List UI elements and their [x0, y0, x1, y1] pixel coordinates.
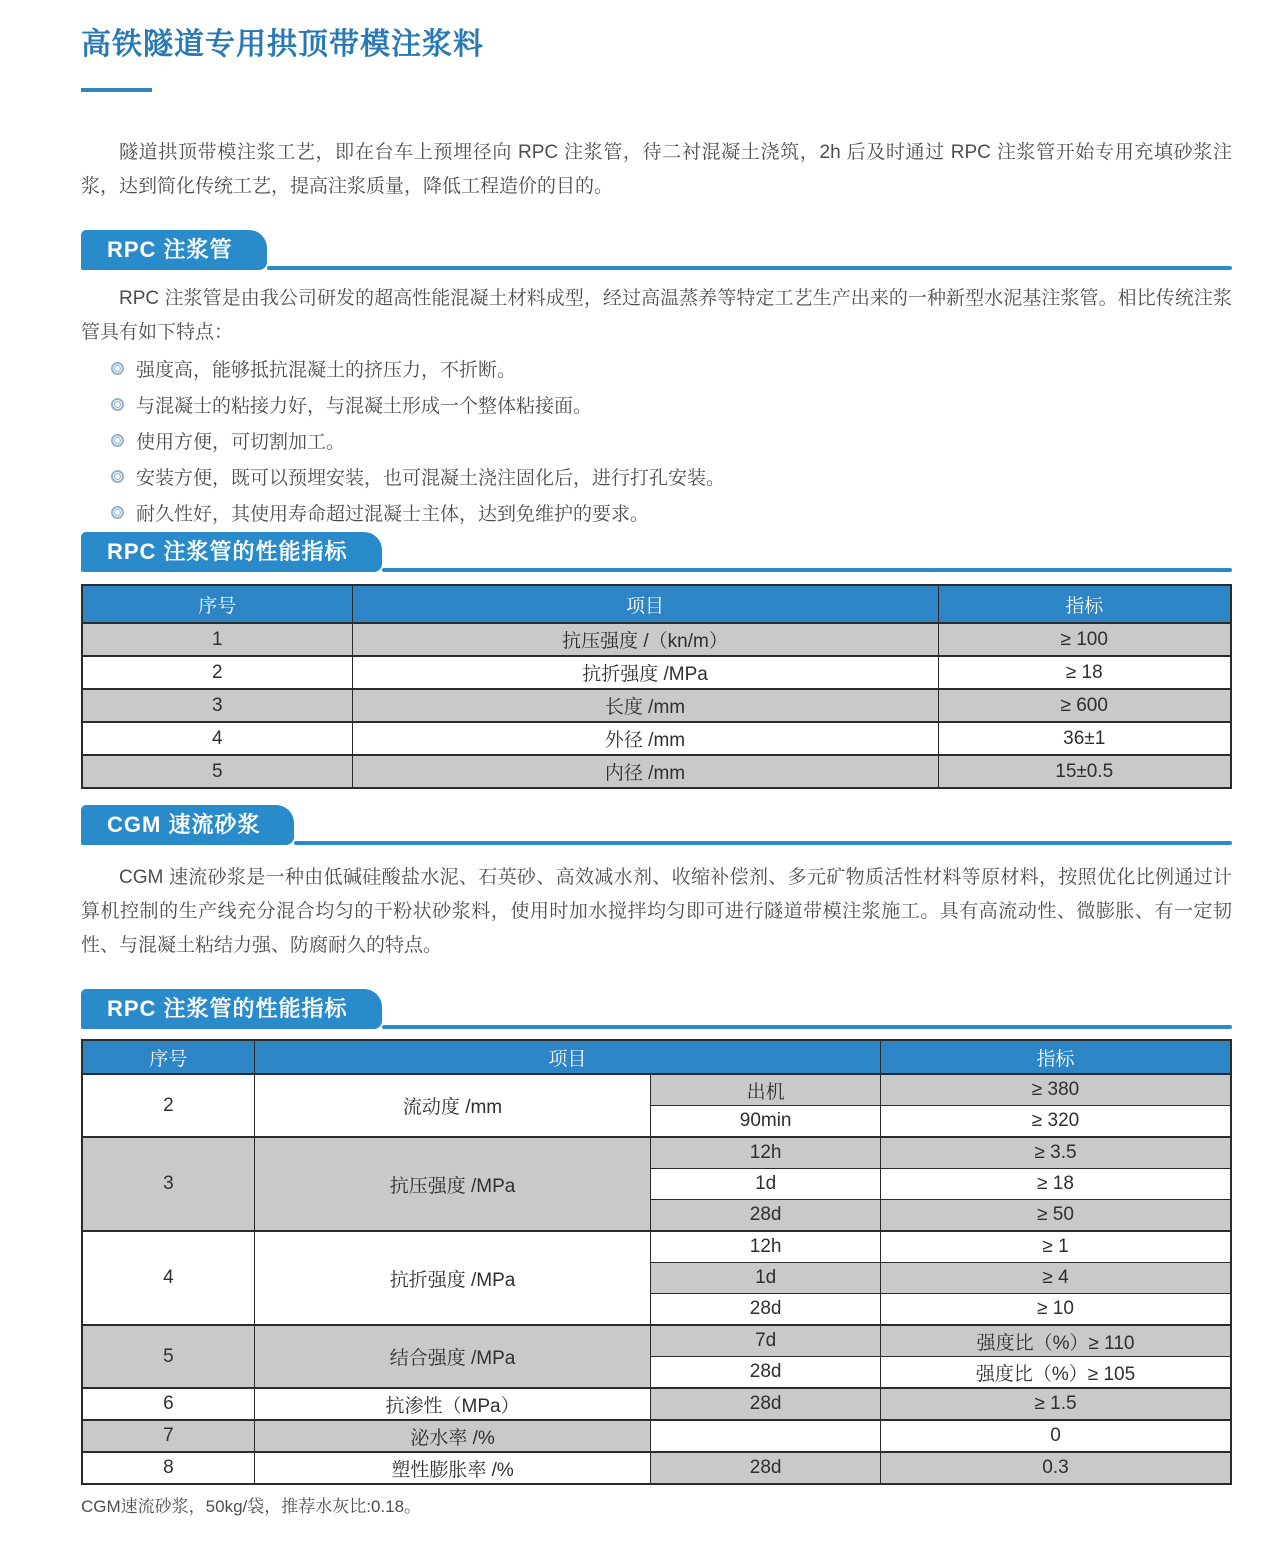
table-cell: 内径 /mm: [352, 755, 938, 788]
cgm-performance-table: [81, 1039, 1232, 1485]
table-row: [82, 1137, 1231, 1169]
table-cell-item: 抗压强度 /MPa: [254, 1137, 650, 1231]
table-cell-value: ≥ 18: [881, 1169, 1231, 1200]
table-cell-condition: 28d: [651, 1388, 881, 1420]
feature-item: [111, 458, 1232, 494]
feature-list: [81, 350, 1232, 530]
table-cell-no: 5: [82, 1325, 254, 1388]
column-header-item: 项目: [254, 1040, 880, 1074]
table-cell: 1: [82, 623, 352, 656]
table-cell-condition: 1d: [651, 1169, 881, 1200]
banner-cgm-table-label: RPC 注浆管的性能指标: [81, 989, 382, 1029]
table-cell: 抗压强度 /（kn/m）: [352, 623, 938, 656]
table-row: [82, 1420, 1231, 1452]
table-header-row: [82, 585, 1231, 623]
rpc-performance-table: [81, 584, 1232, 789]
table-cell-no: 6: [82, 1388, 254, 1420]
feature-item: [111, 350, 1232, 386]
table-cell-condition: 1d: [651, 1263, 881, 1294]
table-cell-item: 流动度 /mm: [254, 1074, 650, 1137]
feature-item: [111, 494, 1232, 530]
feature-text: 与混凝士的粘接力好，与混凝土形成一个整体粘接面。: [136, 395, 593, 417]
ring-bullet-icon: [111, 506, 124, 519]
table-row: [82, 1388, 1231, 1420]
table-header-row: [82, 1040, 1231, 1074]
table-row: [82, 755, 1231, 788]
table-cell-value: 0: [881, 1420, 1231, 1452]
banner-rpc-pipe-label: RPC 注浆管: [81, 230, 267, 270]
table-row: [82, 656, 1231, 689]
table-row: [82, 1231, 1231, 1263]
table-cell-value: 强度比（%）≥ 110: [881, 1325, 1231, 1357]
table-cell-no: 4: [82, 1231, 254, 1325]
table-cell-value: ≥ 50: [881, 1200, 1231, 1232]
table-cell-item: 塑性膨胀率 /%: [254, 1452, 650, 1484]
table-cell-no: 8: [82, 1452, 254, 1484]
table-cell-condition: 28d: [651, 1357, 881, 1389]
feature-text: 耐久性好，其使用寿命超过混凝士主体，达到免维护的要求。: [136, 503, 650, 525]
table-cell-no: 3: [82, 1137, 254, 1231]
banner-cgm-table: [81, 989, 1232, 1029]
table-cell-value: ≥ 1: [881, 1231, 1231, 1263]
column-header-no: 序号: [82, 1040, 254, 1074]
table-cell-value: ≥ 3.5: [881, 1137, 1231, 1169]
table-cell-no: 2: [82, 1074, 254, 1137]
table-cell: 36±1: [938, 722, 1231, 755]
table-cell-condition: 7d: [651, 1325, 881, 1357]
table-row: [82, 1325, 1231, 1357]
table-cell-condition: 28d: [651, 1452, 881, 1484]
ring-bullet-icon: [111, 434, 124, 447]
title-underline: [81, 88, 152, 92]
column-header-item: 项目: [352, 585, 938, 623]
banner-rpc-pipe: [81, 230, 1232, 270]
table-cell-condition: [651, 1420, 881, 1452]
intro-paragraph: 隧道拱顶带模注浆工艺，即在台车上预埋径向 RPC 注浆管，待二衬混凝土浇筑，2h 后及时通过 RPC 注浆管开始专用充填砂浆注浆，达到简化传统工艺，提高注浆质量，降低工程造价的目的。: [81, 142, 1232, 197]
table-cell-item: 抗折强度 /MPa: [254, 1231, 650, 1325]
table-cell: ≥ 100: [938, 623, 1231, 656]
page-title: 高铁隧道专用拱顶带模注浆料: [81, 28, 484, 61]
banner-rpc-pipe-rule: [267, 266, 1232, 270]
table-cell: ≥ 18: [938, 656, 1231, 689]
table-cell-item: 泌水率 /%: [254, 1420, 650, 1452]
table-cell: 外径 /mm: [352, 722, 938, 755]
table-row: [82, 722, 1231, 755]
banner-cgm-rule: [294, 841, 1232, 845]
table-cell-value: ≥ 320: [881, 1106, 1231, 1138]
cgm-table-body: [82, 1074, 1231, 1484]
table-cell: 3: [82, 689, 352, 722]
feature-text: 安装方便，既可以预埋安装，也可混凝土浇注固化后，进行打孔安装。: [136, 467, 726, 489]
table-cell: 2: [82, 656, 352, 689]
table-cell: 5: [82, 755, 352, 788]
banner-rpc-table-rule: [382, 568, 1232, 572]
table-cell-condition: 90min: [651, 1106, 881, 1138]
table-row: [82, 623, 1231, 656]
table-cell-value: ≥ 10: [881, 1294, 1231, 1326]
table-cell-condition: 12h: [651, 1137, 881, 1169]
cgm-paragraph: CGM 速流砂浆是一种由低碱硅酸盐水泥、石英砂、高效减水剂、收缩补偿剂、多元矿物质活性材料等原材料，按照优化比例通过计算机控制的生产线充分混合均匀的干粉状砂浆料，使用时加水搅拌均匀即可进行隧道带模注浆施工。具有高流动性、微膨胀、有一定韧性、与混凝土粘结力强、防腐耐久的特点。: [81, 867, 1232, 956]
table-cell-value: ≥ 4: [881, 1263, 1231, 1294]
feature-text: 强度高，能够抵抗混凝土的挤压力，不折断。: [136, 359, 517, 381]
column-header-no: 序号: [82, 585, 352, 623]
table-cell-value: ≥ 380: [881, 1074, 1231, 1106]
table-cell: 4: [82, 722, 352, 755]
table-row: [82, 1452, 1231, 1484]
banner-cgm-label: CGM 速流砂浆: [81, 805, 294, 845]
column-header-index: 指标: [881, 1040, 1231, 1074]
column-header-index: 指标: [938, 585, 1231, 623]
banner-cgm: [81, 805, 1232, 845]
ring-bullet-icon: [111, 362, 124, 375]
rpc-pipe-paragraph: RPC 注浆管是由我公司研发的超高性能混凝土材料成型，经过高温蒸养等特定工艺生产出来的一种新型水泥基注浆管。相比传统注浆管具有如下特点：: [81, 288, 1232, 343]
table-cell: 15±0.5: [938, 755, 1231, 788]
ring-bullet-icon: [111, 398, 124, 411]
table-row: [82, 1074, 1231, 1106]
table-cell-value: ≥ 1.5: [881, 1388, 1231, 1420]
banner-rpc-table-label: RPC 注浆管的性能指标: [81, 532, 382, 572]
feature-item: [111, 386, 1232, 422]
table-cell-condition: 28d: [651, 1294, 881, 1326]
table-cell: ≥ 600: [938, 689, 1231, 722]
table-row: [82, 689, 1231, 722]
table-cell-condition: 28d: [651, 1200, 881, 1232]
table-cell-condition: 12h: [651, 1231, 881, 1263]
banner-rpc-table: [81, 532, 1232, 572]
table-cell: 抗折强度 /MPa: [352, 656, 938, 689]
feature-text: 使用方便，可切割加工。: [136, 431, 346, 453]
table-cell-value: 0.3: [881, 1452, 1231, 1484]
banner-cgm-table-rule: [382, 1025, 1232, 1029]
table-cell-value: 强度比（%）≥ 105: [881, 1357, 1231, 1389]
table-cell-item: 结合强度 /MPa: [254, 1325, 650, 1388]
table-cell: 长度 /mm: [352, 689, 938, 722]
table-cell-item: 抗渗性（MPa）: [254, 1388, 650, 1420]
ring-bullet-icon: [111, 470, 124, 483]
footnote: CGM速流砂浆，50kg/袋，推荐水灰比:0.18。: [81, 1497, 422, 1516]
table-cell-condition: 出机: [651, 1074, 881, 1106]
table-cell-no: 7: [82, 1420, 254, 1452]
rpc-table-body: [82, 623, 1231, 788]
feature-item: [111, 422, 1232, 458]
